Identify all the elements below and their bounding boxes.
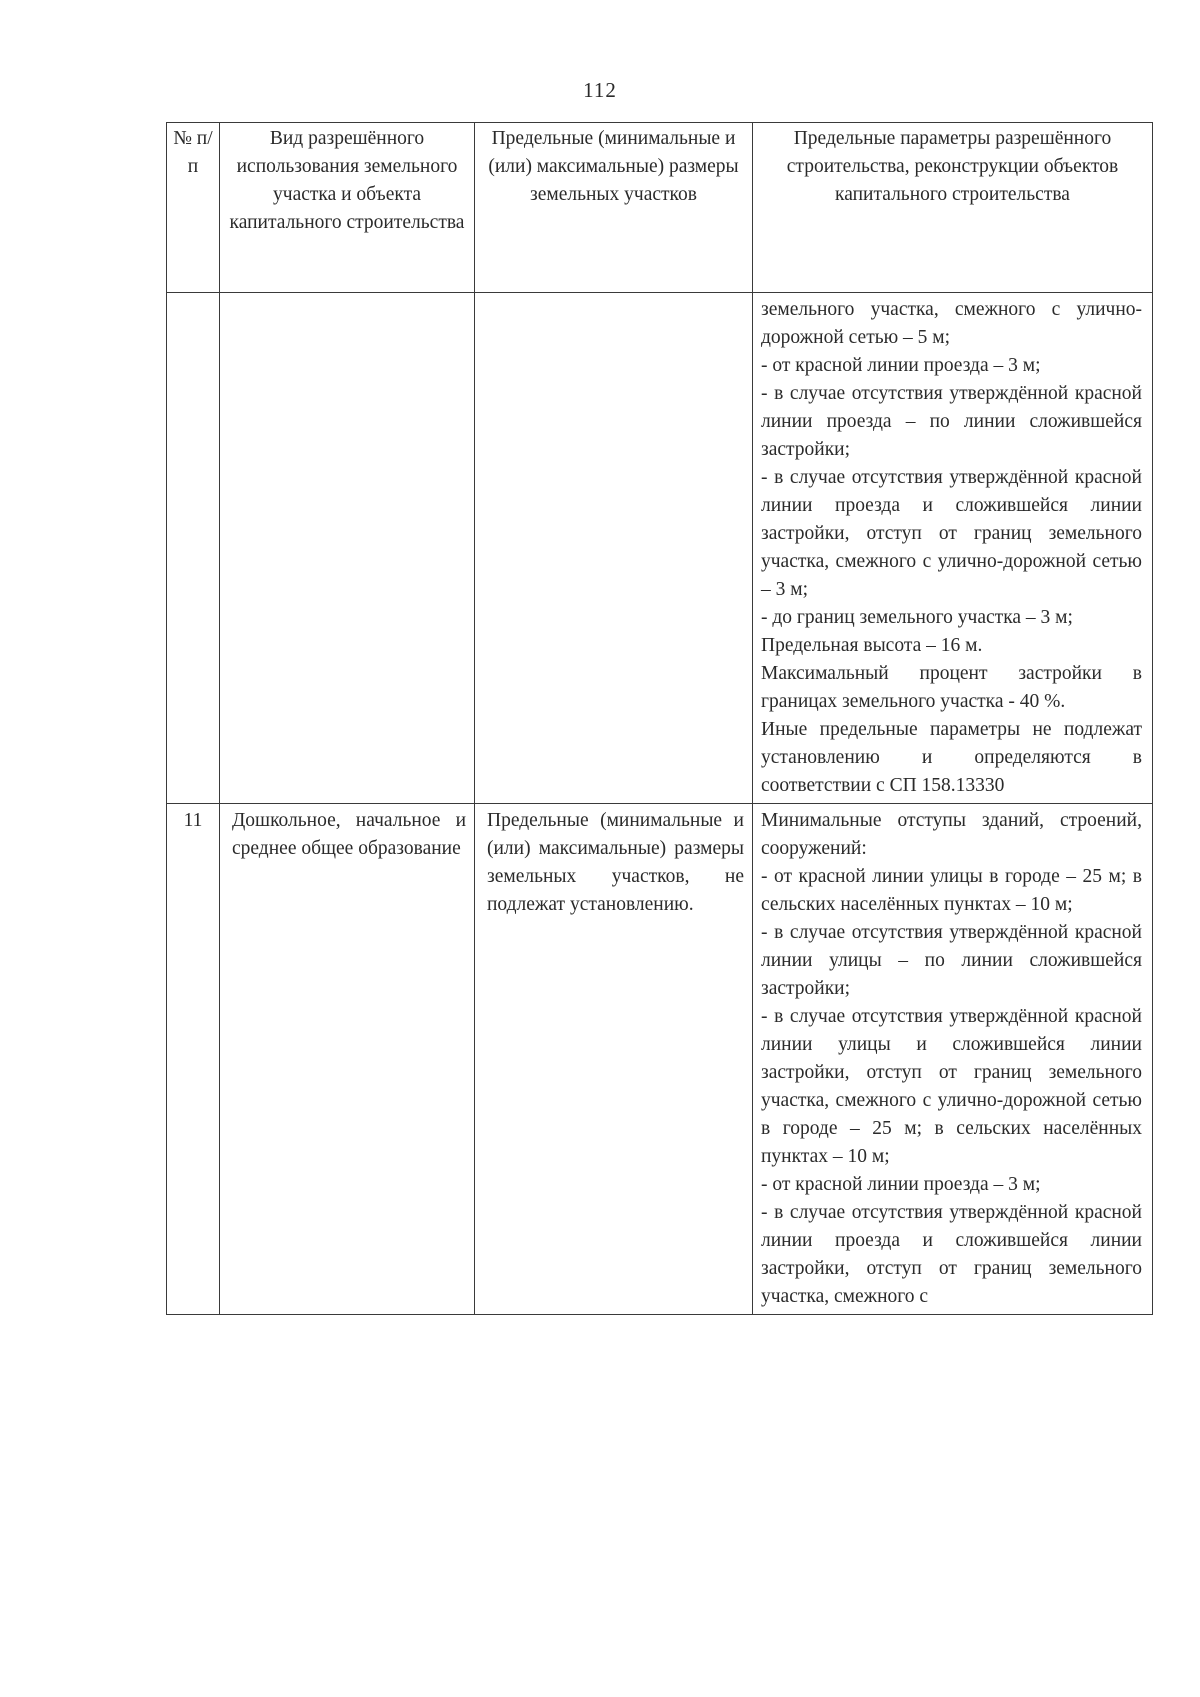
header-build-params: Предельные параметры разрешённого строительства, реконструкции объектов капитального строительства [753,123,1153,293]
header-use-type: Вид разрешённого использования земельного участка и объекта капитального строительства [220,123,475,293]
regulations-table [166,122,1153,1315]
table-row-continued [167,293,1153,804]
param-line: - в случае отсутствия утверждённой красной линии улицы – по линии сложившейся застройки; [761,922,1142,999]
row-continued-num [167,293,220,804]
param-line: Минимальные отступы зданий, строений, сооружений: [761,810,1142,859]
param-line: - от красной линии улицы в городе – 25 м; в сельских населённых пунктах – 10 м; [761,866,1142,915]
param-line: - в случае отсутствия утверждённой красной линии проезда и сложившейся линии застройки, отступ от границ земельного участка, смежного с [761,1202,1142,1307]
header-num: № п/п [167,123,220,293]
row-11-params [753,804,1153,1315]
row-11-plot-size: Предельные (минимальные и (или) максимальные) размеры земельных участков, не подлежат установлению. [475,804,753,1315]
row-11-use-type: Дошкольное, начальное и среднее общее образование [220,804,475,1315]
param-line: - до границ земельного участка – 3 м; [761,607,1073,628]
page-number: 112 [583,78,617,102]
row-continued-params [753,293,1153,804]
param-line: - в случае отсутствия утверждённой красной линии проезда – по линии сложившейся застройки; [761,383,1142,460]
table-header-row [167,123,1153,293]
row-continued-use-type [220,293,475,804]
header-plot-size: Предельные (минимальные и (или) максимальные) размеры земельных участков [475,123,753,293]
param-line: - в случае отсутствия утверждённой красной линии улицы и сложившейся линии застройки, отступ от границ земельного участка, смежного с улично-дорожной сетью в городе – 25 м; в сельских населённых пунктах – 10 м; [761,1006,1142,1167]
param-line: Предельная высота – 16 м. [761,635,983,656]
param-line: земельного участка, смежного с улично-дорожной сетью – 5 м; [761,299,1142,348]
param-line: - от красной линии проезда – 3 м; [761,355,1041,376]
row-11-num: 11 [167,804,220,1315]
row-continued-plot-size [475,293,753,804]
param-line: - в случае отсутствия утверждённой красной линии проезда и сложившейся линии застройки, отступ от границ земельного участка, смежного с улично-дорожной сетью – 3 м; [761,467,1142,600]
table-row-11 [167,804,1153,1315]
param-line: Иные предельные параметры не подлежат установлению и определяются в соответствии с СП 158.13330 [761,719,1142,796]
param-line: Максимальный процент застройки в границах земельного участка - 40 %. [761,663,1142,712]
param-line: - от красной линии проезда – 3 м; [761,1174,1041,1195]
